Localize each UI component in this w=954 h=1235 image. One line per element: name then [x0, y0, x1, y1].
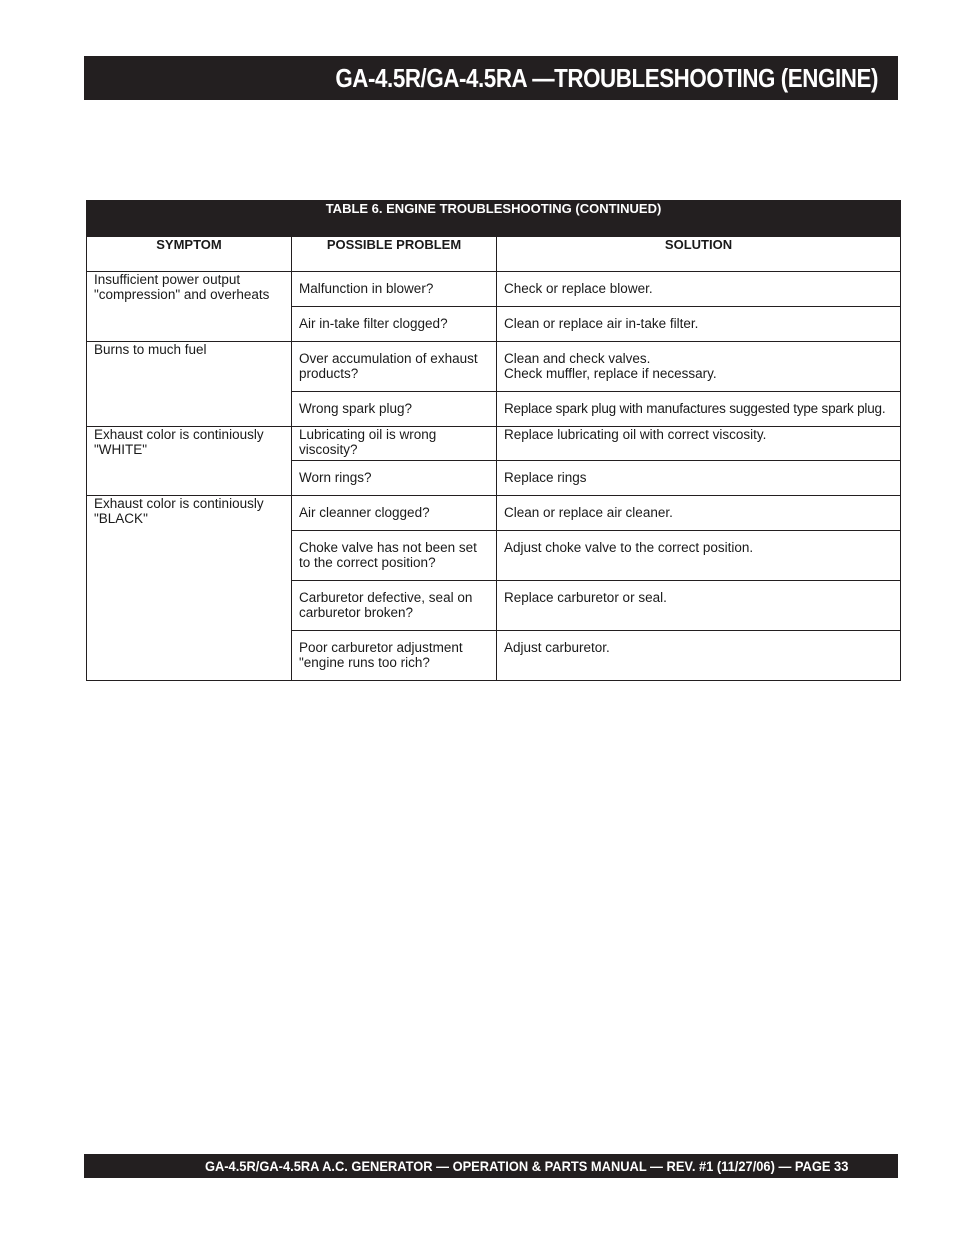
- problem-text: Poor carburetor adjustment: [299, 640, 463, 655]
- solution-cell: [497, 496, 901, 531]
- solution-text: Clean or replace air in-take filter.: [504, 316, 699, 331]
- solution-cell: [497, 392, 901, 427]
- symptom-text: Burns to much fuel: [94, 342, 207, 357]
- solution-cell: [497, 427, 901, 461]
- symptom-text: "compression" and overheats: [94, 287, 270, 302]
- problem-cell: [292, 496, 497, 531]
- table-row: [87, 342, 901, 392]
- page-footer-bar: [84, 1154, 898, 1178]
- problem-cell: [292, 307, 497, 342]
- problem-text: Air in-take filter clogged?: [299, 316, 448, 331]
- solution-cell: [497, 581, 901, 631]
- symptom-cell: [87, 342, 292, 427]
- symptom-cell: [87, 496, 292, 681]
- problem-cell: [292, 461, 497, 496]
- solution-text: Adjust carburetor.: [504, 640, 610, 655]
- problem-text: Malfunction in blower?: [299, 281, 434, 296]
- solution-text: Replace carburetor or seal.: [504, 590, 667, 605]
- symptom-text: Exhaust color is continiously: [94, 496, 264, 511]
- problem-text: Carburetor defective, seal on: [299, 590, 473, 605]
- table-row: [87, 272, 901, 307]
- solution-cell: [497, 272, 901, 307]
- engine-troubleshooting-table: [86, 200, 901, 681]
- problem-text: Worn rings?: [299, 470, 372, 485]
- problem-cell: [292, 581, 497, 631]
- solution-text: Adjust choke valve to the correct position.: [504, 540, 754, 555]
- problem-text: viscosity?: [299, 442, 358, 457]
- page-header-bar: [84, 56, 898, 100]
- table-row: [87, 496, 901, 531]
- table-row: [87, 427, 901, 461]
- problem-text: Wrong spark plug?: [299, 401, 413, 416]
- symptom-text: Exhaust color is continiously: [94, 427, 264, 442]
- problem-text: carburetor broken?: [299, 605, 414, 620]
- problem-cell: [292, 631, 497, 681]
- solution-text: Check muffler, replace if necessary.: [504, 366, 717, 381]
- solution-text: Check or replace blower.: [504, 281, 653, 296]
- symptom-text: "WHITE": [94, 442, 148, 457]
- symptom-cell: [87, 427, 292, 496]
- problem-cell: [292, 342, 497, 392]
- solution-cell: [497, 342, 901, 392]
- problem-cell: [292, 531, 497, 581]
- problem-cell: [292, 392, 497, 427]
- page-title: GA-4.5R/GA-4.5RA —TROUBLESHOOTING (ENGINE): [335, 62, 878, 93]
- solution-cell: [497, 307, 901, 342]
- symptom-text: Insufficient power output: [94, 272, 241, 287]
- solution-cell: [497, 531, 901, 581]
- solution-cell: [497, 631, 901, 681]
- solution-cell: [497, 461, 901, 496]
- solution-text: Replace rings: [504, 470, 587, 485]
- problem-text: Choke valve has not been set: [299, 540, 477, 555]
- column-header-possible-problem: POSSIBLE PROBLEM: [292, 237, 497, 272]
- problem-cell: [292, 272, 497, 307]
- solution-text: Clean and check valves.: [504, 351, 651, 366]
- problem-text: products?: [299, 366, 359, 381]
- solution-text: Clean or replace air cleaner.: [504, 505, 673, 520]
- problem-text: Air cleanner clogged?: [299, 505, 430, 520]
- problem-text: "engine runs too rich?: [299, 655, 430, 670]
- table-title: TABLE 6. ENGINE TROUBLESHOOTING (CONTINUED): [87, 201, 901, 237]
- problem-text: Lubricating oil is wrong: [299, 427, 437, 442]
- column-header-symptom: SYMPTOM: [87, 237, 292, 272]
- problem-cell: [292, 427, 497, 461]
- solution-text: Replace lubricating oil with correct viscosity.: [504, 427, 767, 442]
- problem-text: Over accumulation of exhaust: [299, 351, 478, 366]
- symptom-text: "BLACK": [94, 511, 148, 526]
- solution-text: Replace spark plug with manufactures suggested type spark plug.: [504, 401, 886, 416]
- problem-text: to the correct position?: [299, 555, 436, 570]
- symptom-cell: [87, 272, 292, 342]
- column-header-solution: SOLUTION: [497, 237, 901, 272]
- page-footer-text: GA-4.5R/GA-4.5RA A.C. GENERATOR — OPERATION & PARTS MANUAL — REV. #1 (11/27/06) — PAGE 33: [204, 1158, 848, 1174]
